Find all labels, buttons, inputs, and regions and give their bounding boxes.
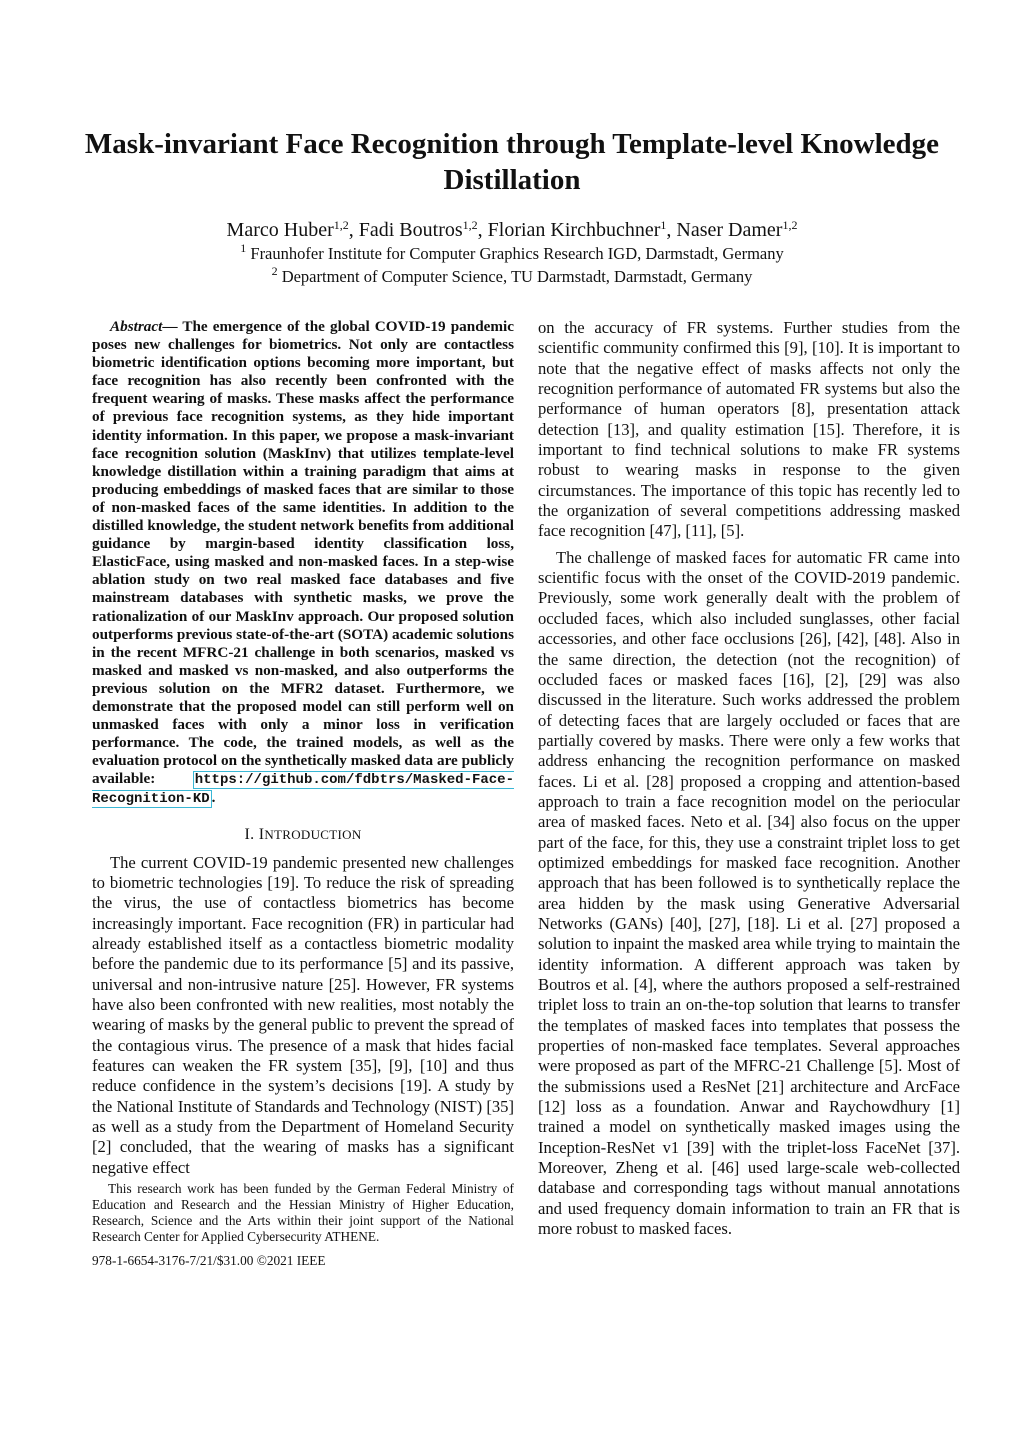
- abstract: [92, 318, 514, 809]
- affiliation-marker: 2: [271, 264, 278, 278]
- abstract-dash: —: [162, 318, 183, 335]
- affiliation-1: [80, 241, 944, 264]
- abstract-label: Abstract: [110, 318, 163, 335]
- author-name: Florian Kirchbuchner: [487, 219, 661, 241]
- author-list: [80, 218, 944, 242]
- author-affiliation-marker: 1,2: [462, 218, 478, 232]
- left-column: [92, 318, 514, 1178]
- author-affiliation-marker: 1,2: [333, 218, 349, 232]
- affiliation-text: Department of Computer Science, TU Darmstadt, Darmstadt, Germany: [281, 267, 753, 286]
- author-separator: ,: [348, 219, 359, 241]
- paper-title: Mask-invariant Face Recognition through Template-level Knowledge Distillation: [84, 128, 940, 196]
- section-number: I.: [244, 825, 259, 843]
- affiliation-2: [80, 264, 944, 287]
- funding-footnote: This research work has been funded by the German Federal Ministry of Education and Research and the Hessian Ministry of Higher Education, Research, Science and the Arts within their joint support of the National Research Center for Applied Cybersecurity ATHENE.: [92, 1181, 514, 1244]
- affiliation-text: Fraunhofer Institute for Computer Graphics Research IGD, Darmstadt, Germany: [250, 244, 784, 263]
- introduction-paragraph-2: The challenge of masked faces for automatic FR came into scientific focus with the onset of the COVID-2019 pandemic. Previously, some work generally dealt with the problem of occluded faces, which also included sunglasses, other facial accessories, and other face occlusions [26], [42], [48]. Also in the same direction, the detection (not the recognition) of occluded faces or masked faces [16], [2], [29] was also discussed in the literature. Such works addressed the problem of detecting faces that are largely occluded or faces that are partially covered by masks. There were only a few works that address enhancing the recognition performance on masked faces. Li et al. [28] proposed a cropping and attention-based approach to train a face recognition model on the periocular area of masked faces. Neto et al. [34] also focus on the upper part of the face, for this, they use a constraint triplet loss to get optimized embeddings for masked face recognition. Another approach that has been followed is to synthetically replace the area hidden by the mask using Generative Adversarial Networks (GANs) [40], [27], [18]. Li et al. [27] proposed a solution to inpaint the masked area while trying to maintain the identity information. A different approach was taken by Boutros et al. [4], where the authors proposed a self-restrained triplet loss to train an on-the-top solution that learns to transfer the templates of masked faces into templates that possess the properties of non-masked face templates. Several approaches were proposed as part of the MFRC-21 Challenge [5]. Most of the submissions used a ResNet [21] architecture and ArcFace [12] loss as a foundation. Anwar and Raychowdhury [1] trained a model on synthetically masked images using the Inception-ResNet v1 [39] with the triplet-loss FaceNet [37]. Moreover, Zheng et al. [46] used large-scale web-collected database and corresponding tags without manual annotations and used frequency domain information to train an FR that is more robust to masked faces.: [538, 547, 960, 1239]
- author-name: Marco Huber: [226, 219, 334, 241]
- abstract-text: The emergence of the global COVID-19 pandemic poses new challenges for biometrics. Not only are contactless biometric identification options becoming more important, but face recognition has also recently been confronted with the frequent wearing of masks. These masks affect the performance of previous face recognition systems, as they hide important identity information. In this paper, we propose a mask-invariant face recognition solution (MaskInv) that utilizes template-level knowledge distillation within a training paradigm that aims at producing embeddings of masked faces that are similar to those of non-masked faces of the same identities. In addition to the distilled knowledge, the student network benefits from additional guidance by margin-based identity classification loss, ElasticFace, using masked and non-masked faces. In a step-wise ablation study on two real masked face databases and five mainstream databases with synthetic masks, we prove the rationalization of our MaskInv approach. Our proposed solution outperforms previous state-of-the-art (SOTA) academic solutions in the recent MFRC-21 challenge in both scenarios, masked vs masked and masked vs non-masked, and also outperforms the previous solution on the MFR2 dataset. Furthermore, we demonstrate that the proposed model can still perform well on unmasked faces with only a minor loss in verification performance. The code, the trained models, as well as the evaluation protocol on the synthetically masked data are publicly available:: [92, 318, 514, 788]
- author-separator: ,: [666, 219, 677, 241]
- affiliation-marker: 1: [240, 241, 247, 255]
- copyright-notice: 978-1-6654-3176-7/21/$31.00 ©2021 IEEE: [92, 1253, 326, 1268]
- right-column: [538, 318, 960, 1239]
- introduction-paragraph-1: The current COVID-19 pandemic presented new challenges to biometric technologies [19]. To reduce the risk of spreading the virus, the use of contactless biometrics has become increasingly important. Face recognition (FR) in particular had already established itself as a contactless biometric modality before the pandemic due to its performance [5] and its passive, universal and non-intrusive nature [25]. However, FR systems have also been confronted with new realities, most notably the wearing of masks by the general public to prevent the spread of the contagious virus. The presence of a mask that hides facial features can weaken the FR system [35], [9], [10] and thus reduce confidence in the system’s decisions [19]. A study by the National Institute of Standards and Technology (NIST) [35] as well as a study from the Department of Homeland Security [2] concluded, that the wearing of masks has a significant negative effect: [92, 852, 514, 1177]
- author-affiliation-marker: 1: [660, 218, 667, 232]
- author-separator: ,: [477, 219, 488, 241]
- author-name: Fadi Boutros: [358, 219, 463, 241]
- abstract-end: .: [211, 789, 216, 807]
- section-title-rest: NTRODUCTION: [264, 826, 362, 842]
- author-affiliation-marker: 1,2: [782, 218, 798, 232]
- author-name: Naser Damer: [676, 219, 783, 241]
- introduction-paragraph-continued: on the accuracy of FR systems. Further studies from the scientific community confirmed this [9], [10]. It is important to note that the negative effect of masks affects not only the recognition performance of automated FR systems but also the performance of human operators [8], presentation attack detection [13], and quality estimation [15]. Therefore, it is important to find technical solutions to make FR systems robust to wearing masks in response to the given circumstances. The importance of this topic has recently led to the organization of several competitions addressing masked face recognition [47], [11], [5].: [538, 318, 960, 541]
- code-repository-link[interactable]: https://github.com/fdbtrs/Masked-Face-Recognition-KD: [92, 772, 514, 808]
- section-title-initial: I: [258, 825, 265, 843]
- section-heading-introduction: [92, 825, 514, 845]
